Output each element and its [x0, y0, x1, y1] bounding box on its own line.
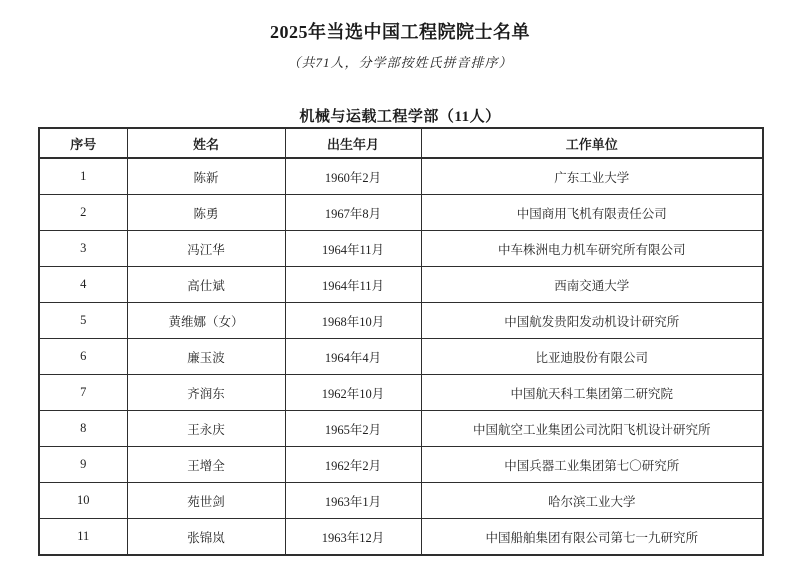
table-row: [39, 375, 763, 411]
cell-employer: 西南交通大学: [421, 267, 763, 303]
cell-employer: 中国商用飞机有限责任公司: [421, 195, 763, 231]
cell-birthdate: 1964年11月: [285, 231, 421, 267]
cell-employer: 广东工业大学: [421, 158, 763, 195]
cell-birthdate: 1967年8月: [285, 195, 421, 231]
academicians-table: [38, 127, 764, 556]
cell-birthdate: 1965年2月: [285, 411, 421, 447]
cell-index: 7: [39, 375, 127, 411]
cell-index: 8: [39, 411, 127, 447]
document-subtitle: （共71人，分学部按姓氏拼音排序）: [287, 54, 513, 70]
table-body: [39, 158, 763, 555]
document-title: 2025年当选中国工程院院士名单: [270, 22, 530, 42]
table-row: [39, 339, 763, 375]
table-row: [39, 519, 763, 556]
cell-employer: 中国船舶集团有限公司第七一九研究所: [421, 519, 763, 556]
table-row: [39, 303, 763, 339]
column-header-index: 序号: [39, 128, 127, 158]
column-header-name: 姓名: [127, 128, 285, 158]
cell-birthdate: 1964年4月: [285, 339, 421, 375]
cell-index: 6: [39, 339, 127, 375]
cell-name: 冯江华: [127, 231, 285, 267]
cell-birthdate: 1968年10月: [285, 303, 421, 339]
cell-index: 4: [39, 267, 127, 303]
cell-name: 王增全: [127, 447, 285, 483]
cell-name: 廉玉波: [127, 339, 285, 375]
cell-index: 5: [39, 303, 127, 339]
cell-birthdate: 1963年12月: [285, 519, 421, 556]
cell-birthdate: 1963年1月: [285, 483, 421, 519]
cell-name: 苑世剑: [127, 483, 285, 519]
cell-birthdate: 1964年11月: [285, 267, 421, 303]
column-header-birthdate: 出生年月: [285, 128, 421, 158]
table-header-row: [39, 128, 763, 158]
cell-name: 高仕斌: [127, 267, 285, 303]
cell-name: 陈新: [127, 158, 285, 195]
cell-employer: 哈尔滨工业大学: [421, 483, 763, 519]
table-row: [39, 267, 763, 303]
cell-index: 11: [39, 519, 127, 556]
cell-birthdate: 1962年10月: [285, 375, 421, 411]
cell-index: 2: [39, 195, 127, 231]
table-row: [39, 447, 763, 483]
cell-name: 王永庆: [127, 411, 285, 447]
cell-index: 9: [39, 447, 127, 483]
section-heading: 机械与运载工程学部（11人）: [299, 108, 501, 125]
table-header: [39, 128, 763, 158]
cell-employer: 中国兵器工业集团第七〇研究所: [421, 447, 763, 483]
cell-index: 1: [39, 158, 127, 195]
cell-name: 陈勇: [127, 195, 285, 231]
cell-birthdate: 1962年2月: [285, 447, 421, 483]
table-row: [39, 231, 763, 267]
cell-index: 10: [39, 483, 127, 519]
cell-index: 3: [39, 231, 127, 267]
cell-name: 张锦岚: [127, 519, 285, 556]
cell-employer: 中国航天科工集团第二研究院: [421, 375, 763, 411]
cell-name: 齐润东: [127, 375, 285, 411]
cell-name: 黄维娜（女）: [127, 303, 285, 339]
academicians-table-container: [38, 127, 762, 556]
table-row: [39, 195, 763, 231]
cell-employer: 中国航发贵阳发动机设计研究所: [421, 303, 763, 339]
table-row: [39, 411, 763, 447]
table-row: [39, 158, 763, 195]
column-header-employer: 工作单位: [421, 128, 763, 158]
cell-employer: 中车株洲电力机车研究所有限公司: [421, 231, 763, 267]
cell-employer: 中国航空工业集团公司沈阳飞机设计研究所: [421, 411, 763, 447]
table-row: [39, 483, 763, 519]
cell-employer: 比亚迪股份有限公司: [421, 339, 763, 375]
cell-birthdate: 1960年2月: [285, 158, 421, 195]
